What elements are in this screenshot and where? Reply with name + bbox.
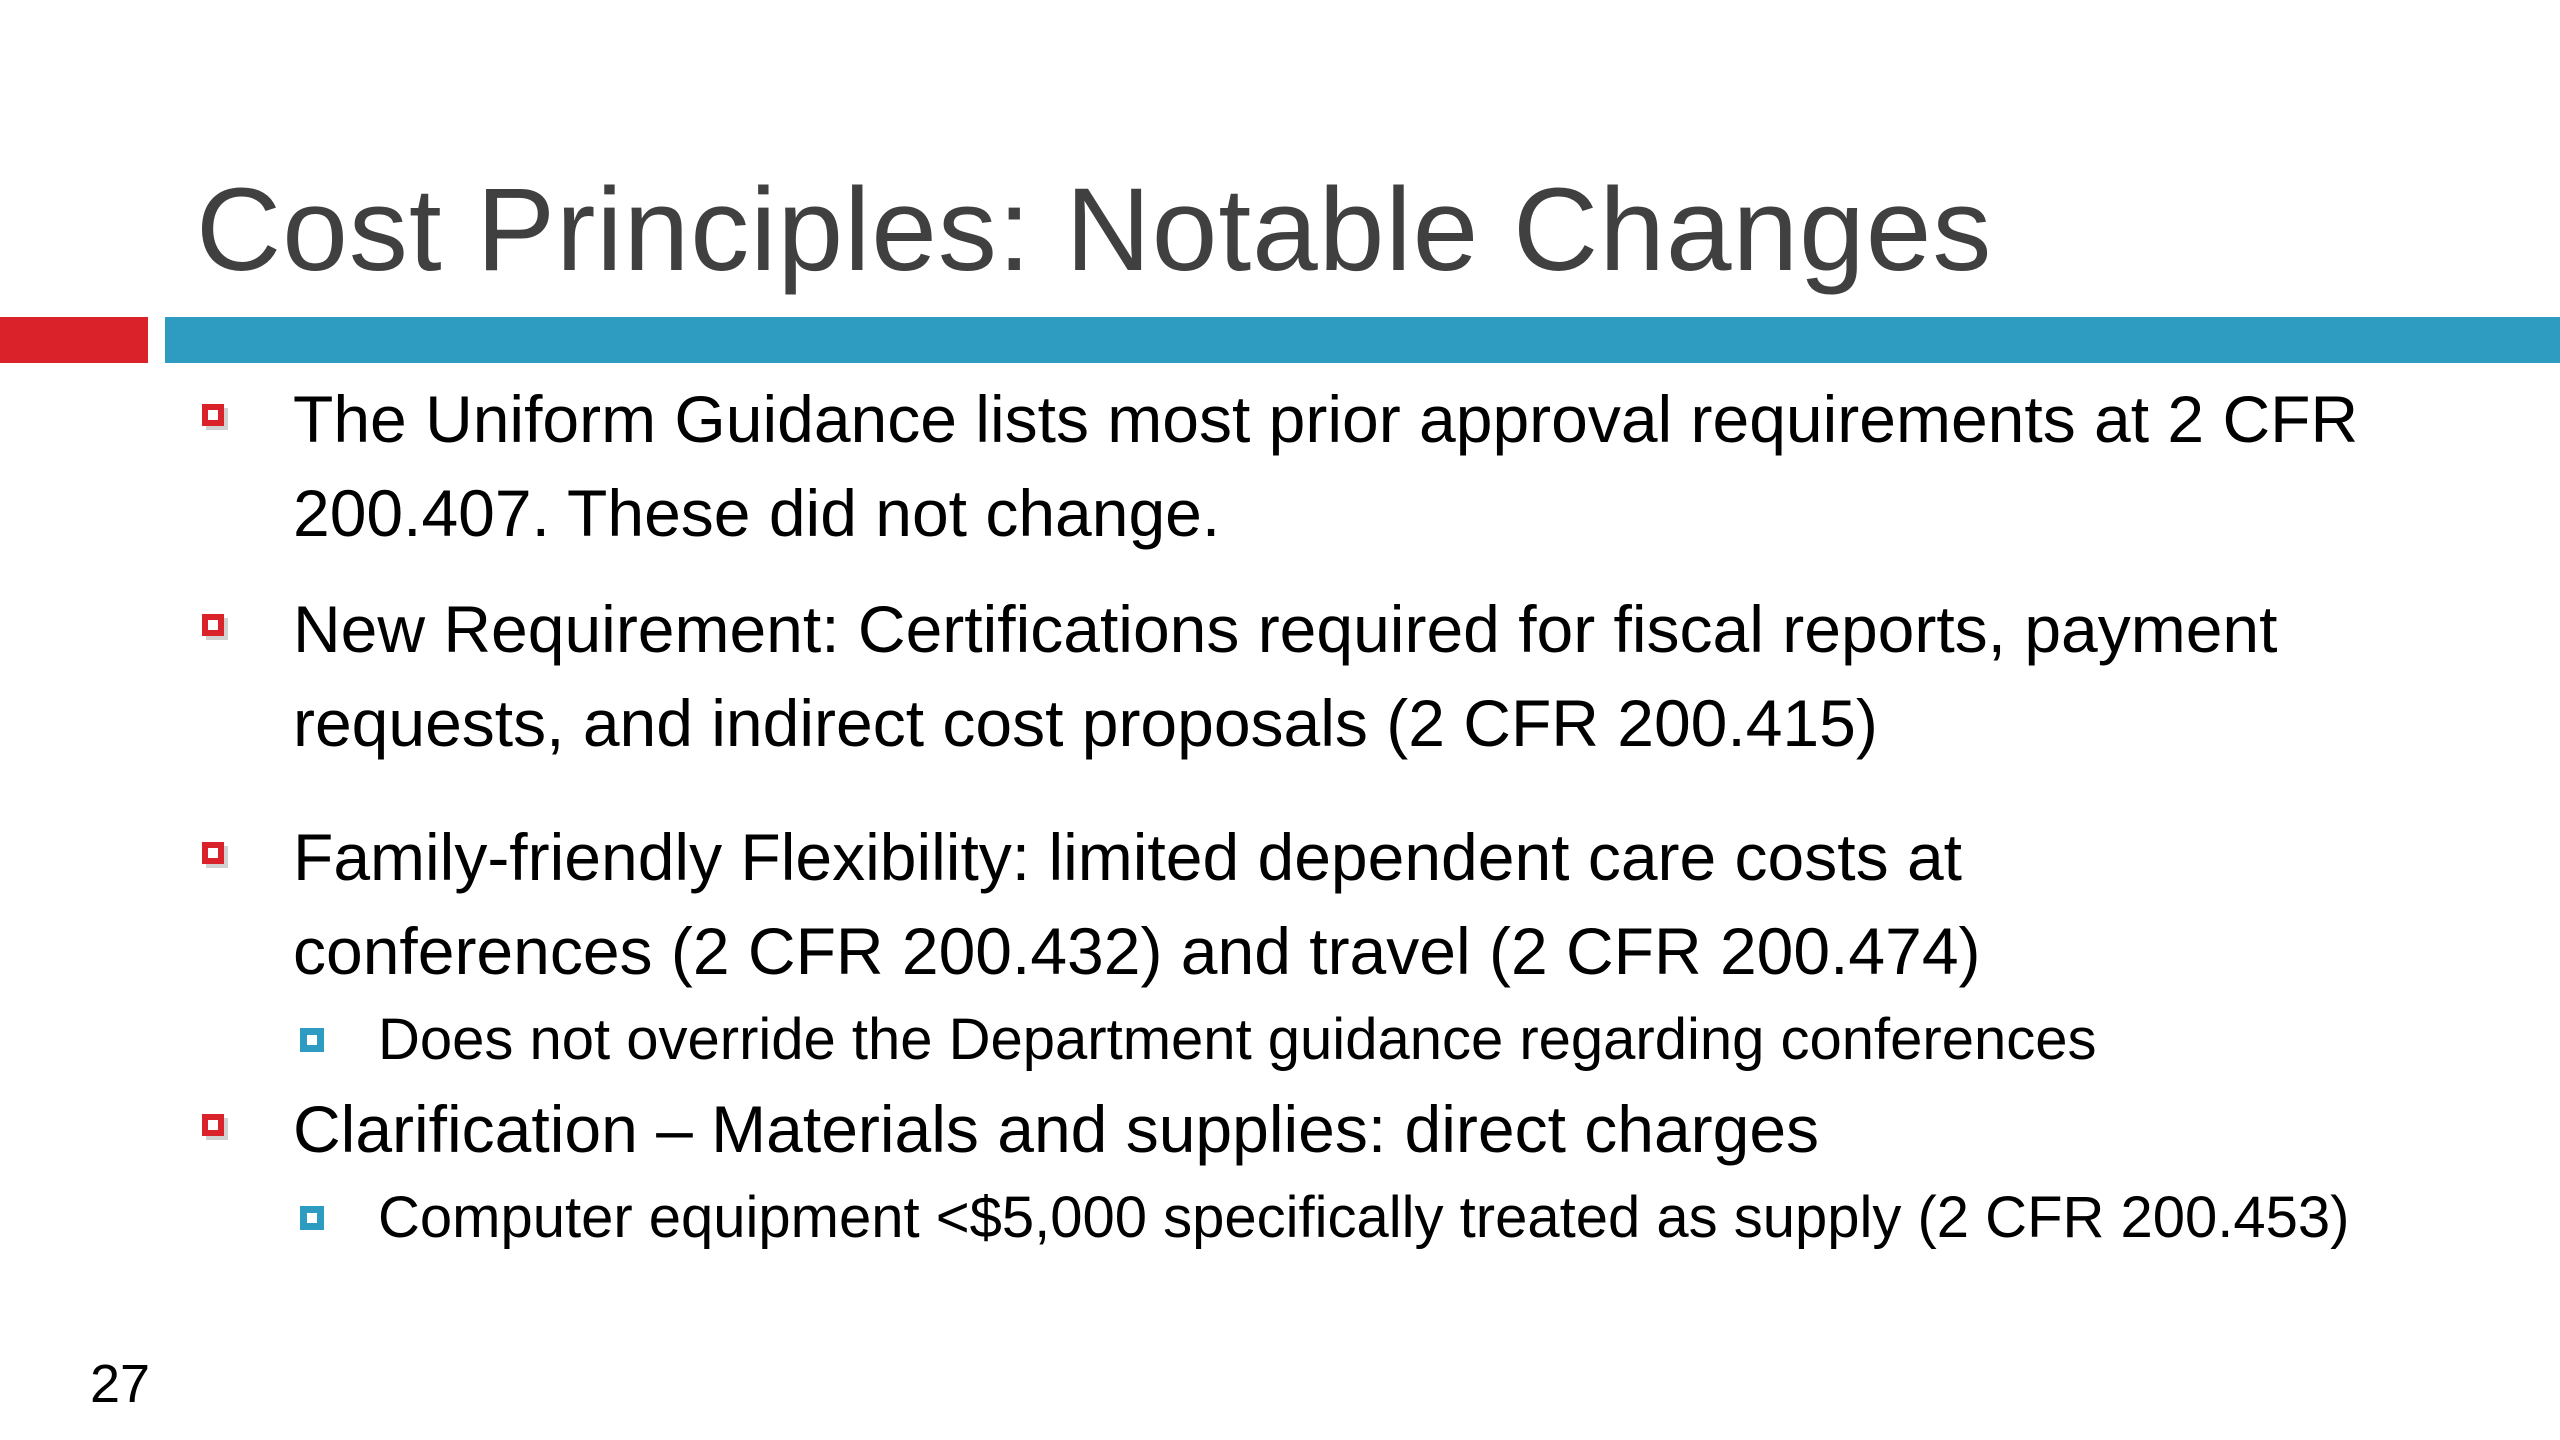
- title-accent-bar-red: [0, 317, 148, 363]
- blue-square-bullet-icon: [300, 1028, 324, 1052]
- bullet-text: The Uniform Guidance lists most prior approval requirements at 2 CFR 200.407. These did not change.: [293, 382, 2359, 550]
- red-square-bullet-icon: [202, 404, 224, 426]
- sub-bullet-list: [293, 1176, 2446, 1260]
- red-square-bullet-icon: [202, 614, 224, 636]
- bullet-list: [196, 372, 2446, 1260]
- bullet-text: New Requirement: Certifications required for fiscal reports, payment requests, and indirect cost proposals (2 CFR 200.415): [293, 592, 2278, 760]
- red-square-bullet-icon: [202, 842, 224, 864]
- title-accent-bar-blue: [165, 317, 2560, 363]
- sub-bullet-item: [293, 998, 2446, 1082]
- sub-bullet-text: Does not override the Department guidance regarding conferences: [378, 1007, 2097, 1072]
- sub-bullet-item: [293, 1176, 2378, 1260]
- bullet-item: [196, 582, 2413, 770]
- bullet-item: [196, 810, 2303, 998]
- sub-bullet-list: [293, 998, 2446, 1082]
- bullet-text: Clarification – Materials and supplies: direct charges: [293, 1092, 1820, 1166]
- bullet-text: Family-friendly Flexibility: limited dependent care costs at conferences (2 CFR 200.432) and travel (2 CFR 200.474): [293, 820, 1981, 988]
- bullet-item: [196, 1082, 2446, 1176]
- red-square-bullet-icon: [202, 1114, 224, 1136]
- bullet-item: [196, 372, 2443, 560]
- blue-square-bullet-icon: [300, 1206, 324, 1230]
- page-number: 27: [90, 1354, 151, 1414]
- slide-title: Cost Principles: Notable Changes: [196, 164, 1993, 296]
- sub-bullet-text: Computer equipment <$5,000 specifically treated as supply (2 CFR 200.453): [378, 1185, 2350, 1250]
